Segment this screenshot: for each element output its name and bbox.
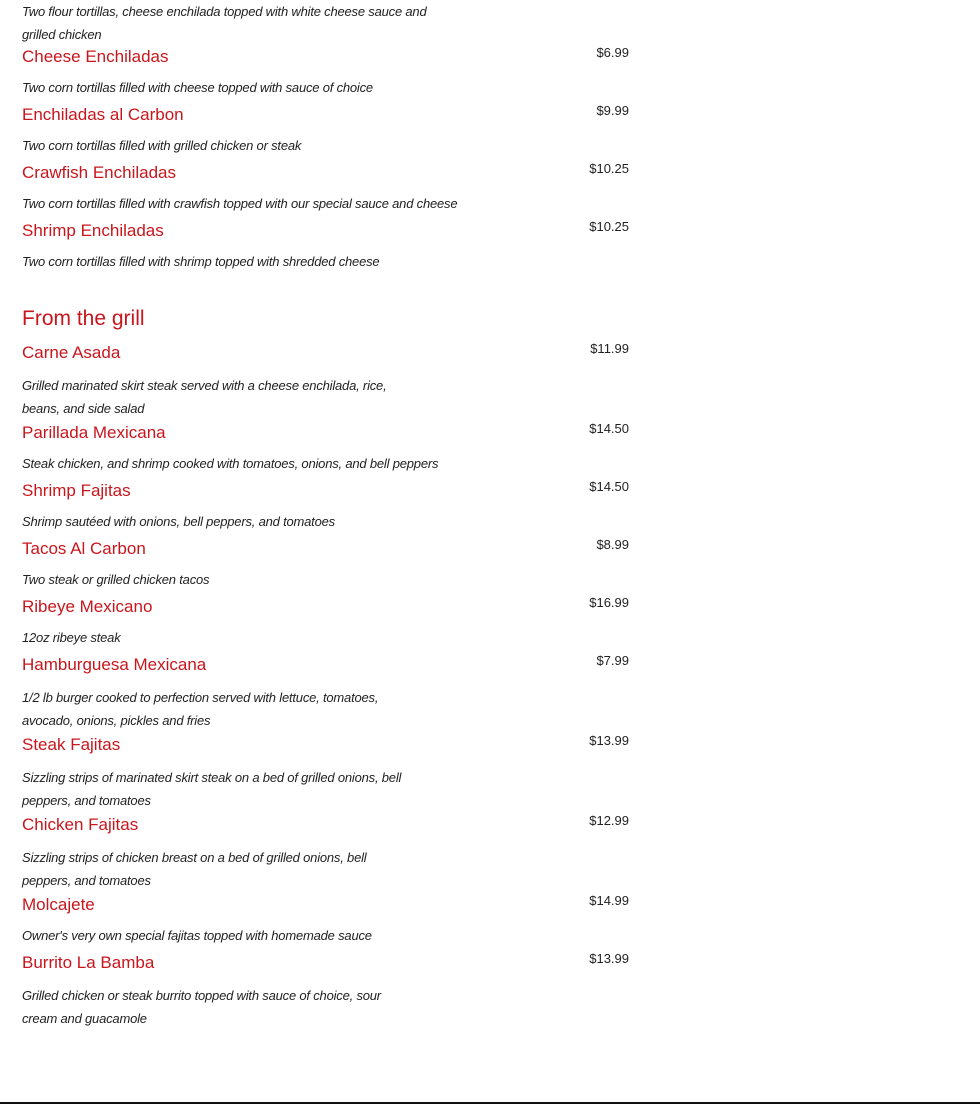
item-description: Sizzling strips of chicken breast on a bed of grilled onions, bell peppers, and tomatoes (22, 850, 367, 888)
item-name[interactable]: Steak Fajitas (22, 735, 121, 754)
item-description: 1/2 lb burger cooked to perfection served with lettuce, tomatoes, avocado, onions, pickles and fries (22, 690, 379, 728)
item-price: $10.25 (589, 161, 629, 176)
item-description: Two corn tortillas filled with grilled chicken or steak (22, 138, 302, 153)
item-price: $13.99 (589, 733, 629, 748)
section-heading-from-the-grill: From the grill (22, 307, 145, 330)
item-name[interactable]: Carne Asada (22, 343, 121, 362)
item-description: Owner's very own special fajitas topped with homemade sauce (22, 928, 372, 943)
item-name[interactable]: Shrimp Enchiladas (22, 221, 164, 240)
item-price: $11.99 (590, 341, 629, 356)
item-price: $16.99 (589, 595, 629, 610)
item-description: Two flour tortillas, cheese enchilada topped with white cheese sauce and grilled chicken (22, 4, 427, 42)
item-description: Sizzling strips of marinated skirt steak on a bed of grilled onions, bell peppers, and tomatoes (22, 770, 402, 808)
item-description: Two corn tortillas filled with crawfish topped with our special sauce and cheese (22, 196, 458, 211)
item-name[interactable]: Cheese Enchiladas (22, 47, 169, 66)
item-name[interactable]: Burrito La Bamba (22, 953, 155, 972)
item-name[interactable]: Crawfish Enchiladas (22, 163, 177, 182)
item-name[interactable]: Shrimp Fajitas (22, 481, 131, 500)
item-name[interactable]: Enchiladas al Carbon (22, 105, 184, 124)
item-description: Grilled marinated skirt steak served with a cheese enchilada, rice, beans, and side salad (22, 378, 387, 416)
item-description: Two steak or grilled chicken tacos (22, 572, 210, 587)
item-price: $6.99 (596, 45, 629, 60)
item-description: Grilled chicken or steak burrito topped with sauce of choice, sour cream and guacamole (22, 988, 381, 1026)
item-price: $14.50 (589, 421, 629, 436)
item-price: $14.99 (589, 893, 629, 908)
item-description: Shrimp sautéed with onions, bell peppers, and tomatoes (22, 514, 335, 529)
item-description: Steak chicken, and shrimp cooked with tomatoes, onions, and bell peppers (22, 456, 439, 471)
item-name[interactable]: Hamburguesa Mexicana (22, 655, 207, 674)
item-price: $10.25 (589, 219, 629, 234)
item-price: $8.99 (596, 537, 629, 552)
item-name[interactable]: Ribeye Mexicano (22, 597, 153, 616)
item-price: $9.99 (596, 103, 629, 118)
item-price: $13.99 (589, 951, 629, 966)
item-price: $7.99 (596, 653, 629, 668)
item-name[interactable]: Tacos Al Carbon (22, 539, 146, 558)
item-description: Two corn tortillas filled with shrimp topped with shredded cheese (22, 254, 380, 269)
item-name[interactable]: Molcajete (22, 895, 95, 914)
item-description: 12oz ribeye steak (22, 630, 121, 645)
item-price: $12.99 (589, 813, 629, 828)
item-name[interactable]: Parillada Mexicana (22, 423, 166, 442)
item-price: $14.50 (589, 479, 629, 494)
item-name[interactable]: Chicken Fajitas (22, 815, 139, 834)
item-description: Two corn tortillas filled with cheese topped with sauce of choice (22, 80, 373, 95)
